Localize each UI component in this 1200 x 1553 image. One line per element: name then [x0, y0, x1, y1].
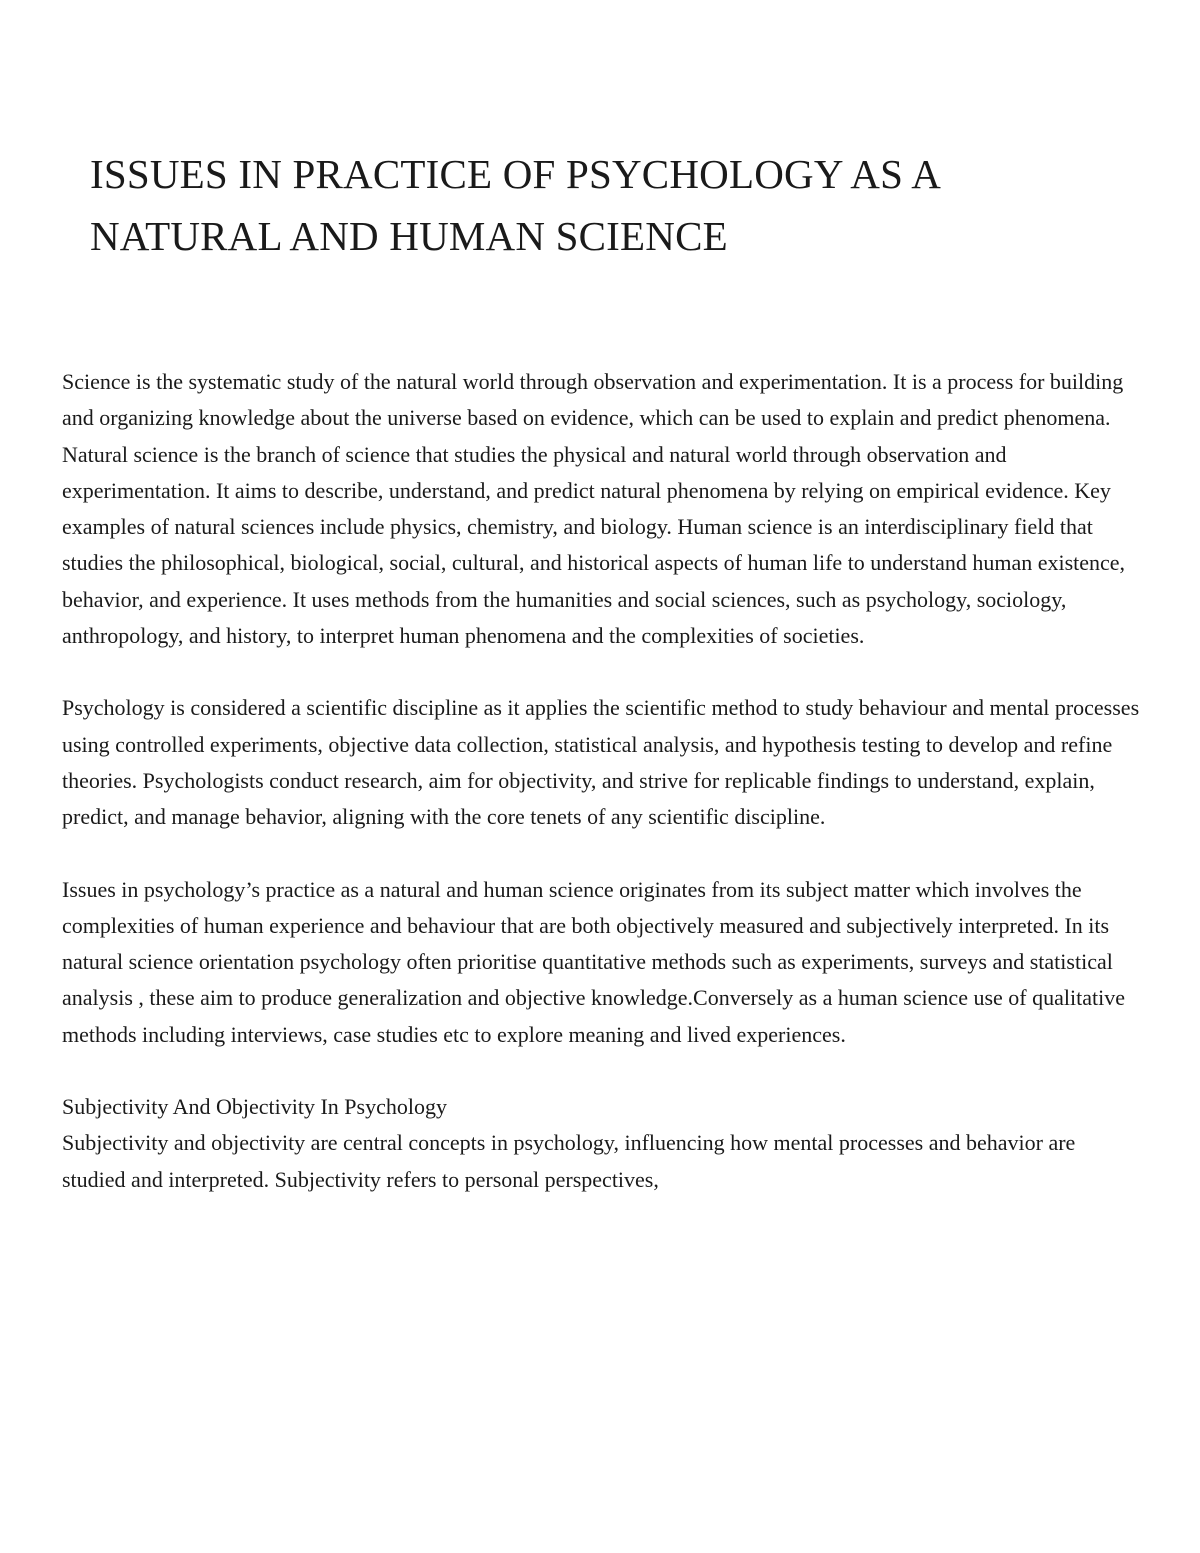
document-title: ISSUES IN PRACTICE OF PSYCHOLOGY AS A NATURAL AND HUMAN SCIENCE [90, 151, 939, 259]
paragraph-issues-practice: Issues in psychology’s practice as a natural and human science originates from its subject matter which involves the complexities of human experience and behaviour that are both objectively measured and subjectively interpreted. In its natural science orientation psychology often prioritise quantitative methods such as experiments, surveys and statistical analysis , these aim to produce generalization and objective knowledge.Conversely as a human science use of qualitative methods including interviews, case studies etc to explore meaning and lived experiences. [62, 876, 1125, 1047]
paragraph-psychology-scientific: Psychology is considered a scientific discipline as it applies the scientific method to study behaviour and mental processes using controlled experiments, objective data collection, statistical analysis, and hypothesis testing to develop and refine theories. Psychologists conduct research, aim for objectivity, and strive for replicable findings to understand, explain, predict, and manage behavior, aligning with the core tenets of any scientific discipline. [62, 695, 1140, 830]
section-heading-subjectivity-objectivity: Subjectivity And Objectivity In Psychology [62, 1094, 447, 1120]
paragraph-science-definition: Science is the systematic study of the natural world through observation and experimentation. It is a process for building and organizing knowledge about the universe based on evidence, which can be used to explain and predict phenomena. Natural science is the branch of science that studies the physical and natural world through observation and experimentation. It aims to describe, understand, and predict natural phenomena by relying on empirical evidence. Key examples of natural sciences include physics, chemistry, and biology. Human science is an interdisciplinary field that studies the philosophical, biological, social, cultural, and historical aspects of human life to understand human existence, behavior, and experience. It uses methods from the humanities and social sciences, such as psychology, sociology, anthropology, and history, to interpret human phenomena and the complexities of societies. [62, 369, 1126, 649]
paragraph-subjectivity-objectivity: Subjectivity and objectivity are central concepts in psychology, influencing how mental processes and behavior are studied and interpreted. Subjectivity refers to personal perspectives, [62, 1130, 1076, 1192]
document-body [62, 364, 1142, 1198]
